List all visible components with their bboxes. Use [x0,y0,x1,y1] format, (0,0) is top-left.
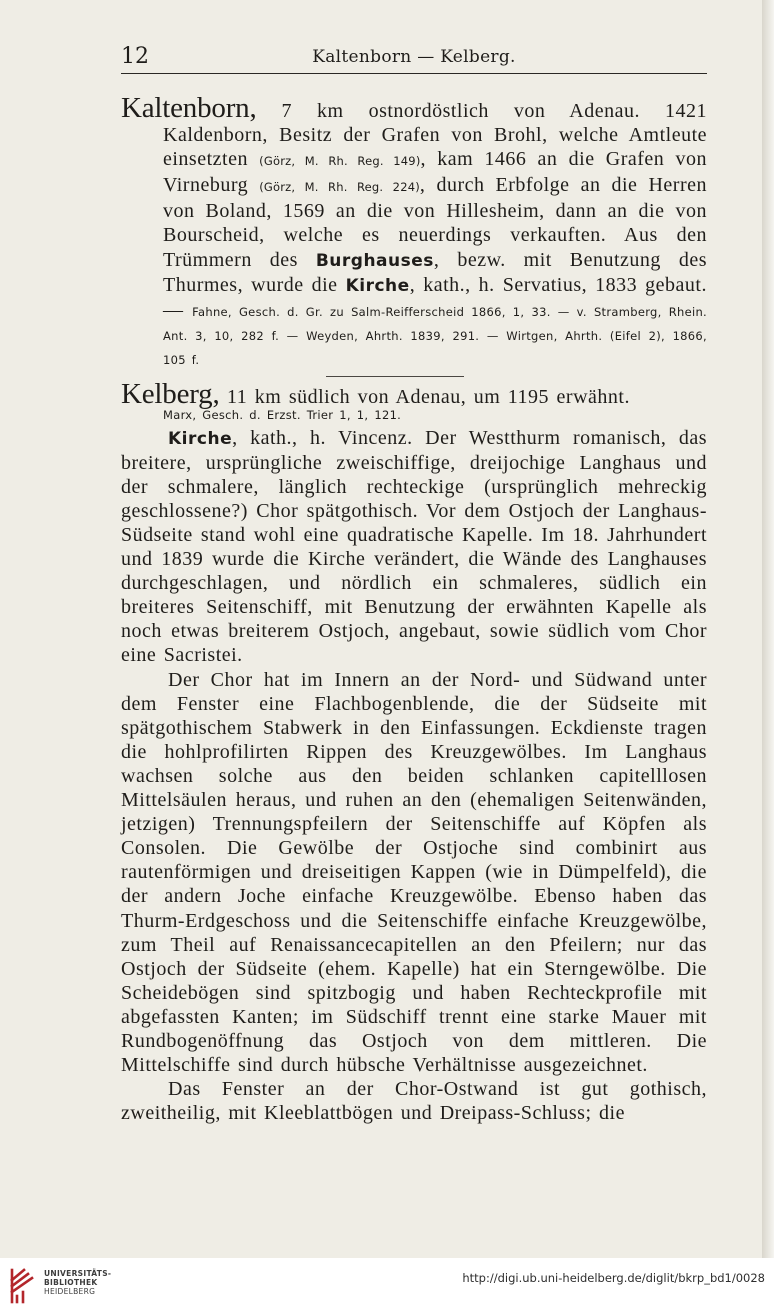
inline-reference: (Görz, M. Rh. Reg. 224) [259,180,420,195]
footer [0,1258,774,1314]
source-url-link[interactable]: http://digi.ub.uni-heidelberg.de/diglit/bkrp_bd1/0028 [462,1271,765,1285]
section-divider [121,370,707,382]
paragraph: Das Fenster an der Chor-Ostwand ist gut gothisch, zweitheilig, mit Kleeblattbögen und Dreipass-Schluss; die [121,1078,707,1125]
university-library-logo-icon [6,1266,38,1306]
entry-keyword-kaltenborn: Kaltenborn, [121,92,257,124]
page-edge [762,0,774,1258]
entry-keyword-kelberg: Kelberg, [121,378,220,411]
page-number: 12 [121,44,149,69]
inline-reference: (Görz, M. Rh. Reg. 149) [259,154,421,169]
body-text [121,92,708,1125]
bold-term: Kirche [168,428,233,449]
header-rule [121,73,707,74]
reference-list: Fahne, Gesch. d. Gr. zu Salm-Reifferscheid 1866, 1, 33. — v. Stramberg, Rhein. Ant. 3, 10, 282 f. — Weyden, Ahrth. 1839, 291. — Wirtgen, Ahrth. (Eifel 2), 1866, 105 f. [163,304,708,367]
entry-kelberg: Kelberg, 11 km südlich von Adenau, um 1195 erwähnt. [121,378,630,411]
bold-term: Kirche [345,275,410,296]
paragraph: Der Chor hat im Innern an der Nord- und Südwand unter dem Fenster eine Flachbogenblende, die der Südseite mit spätgothischem Stabwerk in den Einfassungen. Eckdienste tragen die hohlprofilirten Rippen des Kreuzgewölbes. Im Langhaus wachsen solche aus den beiden schlanken capitelllosen Mittelsäulen heraus, und ruhen an den (ehemaligen Seitenwänden, jetzigen) Trennungspfeilern der Seitenschiffe auf Köpfen als Consolen. Die Gewölbe der Ostjoche sind combinirt aus rautenförmigen und dreiseitigen Kappen (wie in Dümpelfeld), die der andern Joche einfache Kreuzgewölbe. Ebenso haben das Thurm-Erdgeschoss und die Seitenschiffe einfache Kreuzgewölbe, zum Theil auf Renaissancecapitellen an den Pfeilern; nur das Ostjoch der Südseite (ehem. Kapelle) hat ein Sterngewölbe. Die Scheidebögen sind spitzbogig und haben Rechteckprofile mit abgefassten Kanten; im Südschiff trennt eine starke Mauer mit Rundbogenöffnung das Ostjoch von dem mittleren. Die Mittelschiffe sind durch hübsche Verhältnisse ausgezeichnet. [121,668,707,1077]
reference-list: Marx, Gesch. d. Erzst. Trier 1, 1, 121. [163,408,402,423]
paragraph: Kirche, kath., h. Vincenz. Der Westthurm romanisch, das breitere, ursprüngliche zweischiffige, dreijochige Langhaus und der schmalere, länglich rechteckige (ursprünglich mehreckig geschlossene?) Chor spätgothisch. Vor dem Ostjoch der Langhaus-Südseite stand wohl eine quadratische Kapelle. Im 18. Jahrhundert und 1839 wurde die Kirche verändert, die Wände des Langhauses durchgeschlagen, und nördlich ein schmaleres, südlich ein breiteres Seitenschiff, mit Benutzung der erwähnten Kapelle als noch etwas breiterem Ostjoch, angebaut, sowie südlich vom Chor eine Sacristei. [121,426,707,667]
page-header [121,44,707,74]
library-name: UNIVERSITÄTS- BIBLIOTHEK HEIDELBERG [44,1269,112,1296]
entry-kaltenborn: Kaltenborn, 7 km ostnordöstlich von Adenau. 1421 Kaldenborn, Besitz der Grafen von Brohl, welche Amtleute einsetzten (Görz, M. Rh. Reg. 149), kam 1466 an die Grafen von Virneburg (Görz, M. Rh. Reg. 224), durch Erbfolge an die Herren von Boland, 1569 an die von Hillesheim, dann an die von Bourscheid, welche es neuerdings verkauften. Aus den Trümmern des Burghauses, bezw. mit Benutzung des Thurmes, wurde die Kirche, kath., h. Servatius, 1833 gebaut. — Fahne, Gesch. d. Gr. zu Salm-Reifferscheid 1866, 1, 33. — v. Stramberg, Rhein. Ant. 3, 10, 282 f. — Weyden, Ahrth. 1839, 291. — Wirtgen, Ahrth. (Eifel 2), 1866, 105 f. [121,92,708,367]
running-title: Kaltenborn — Kelberg. [312,47,516,67]
bold-term: Burghauses [315,250,434,271]
